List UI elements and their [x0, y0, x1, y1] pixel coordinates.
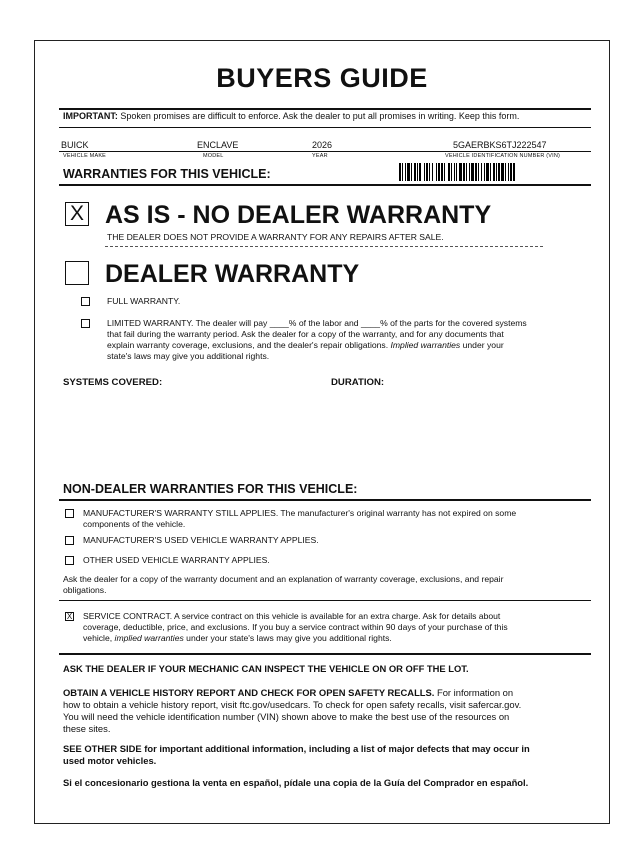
vehicle-vin-label: VEHICLE IDENTIFICATION NUMBER (VIN) [445, 153, 561, 159]
full-warranty-label: FULL WARRANTY. [107, 296, 181, 306]
divider [59, 184, 591, 186]
vehicle-make: BUICK [61, 140, 89, 150]
service-contract-checkbox[interactable]: X [66, 612, 73, 621]
page-title: BUYERS GUIDE [216, 63, 428, 93]
as-is-heading: AS IS - NO DEALER WARRANTY [105, 201, 492, 229]
important-label: IMPORTANT: [63, 111, 118, 121]
as-is-checkbox[interactable]: X [65, 202, 89, 226]
manufacturer-warranty-checkbox[interactable] [65, 509, 74, 518]
warranties-heading: WARRANTIES FOR THIS VEHICLE: [63, 167, 271, 181]
divider [59, 600, 591, 601]
limited-warranty-line: that fail during the warranty period. Ask the dealer for a copy of the warranty, and for any documents that [107, 329, 504, 339]
spanish-notice: Si el concesionario gestiona la venta en español, pídale una copia de la Guía del Comprador en español. [63, 777, 529, 788]
limited-warranty-line: state's laws may give you additional rights. [107, 351, 270, 361]
limited-warranty-line: LIMITED WARRANTY. The dealer will pay ____% of the labor and ____% of the parts for the covered systems [107, 318, 527, 328]
buyers-guide-form [34, 40, 610, 824]
mechanic-inspection-notice: ASK THE DEALER IF YOUR MECHANIC CAN INSPECT THE VEHICLE ON OR OFF THE LOT. [63, 663, 469, 674]
ask-dealer-text: Ask the dealer for a copy of the warranty document and an explanation of warranty coverage, exclusions, and repair obligations. [63, 574, 504, 595]
used-vehicle-warranty-label: MANUFACTURER'S USED VEHICLE WARRANTY APPLIES. [83, 535, 319, 545]
divider [59, 151, 591, 152]
limited-warranty-checkbox[interactable] [81, 319, 90, 328]
systems-covered-label: SYSTEMS COVERED: [63, 377, 163, 388]
divider [59, 108, 591, 110]
limited-warranty-text [107, 318, 587, 362]
non-dealer-heading: NON-DEALER WARRANTIES FOR THIS VEHICLE: [63, 482, 358, 496]
vehicle-year: 2026 [312, 140, 333, 150]
other-warranty-checkbox[interactable] [65, 556, 74, 565]
vehicle-make-label: VEHICLE MAKE [63, 153, 107, 159]
divider [59, 653, 591, 655]
dealer-warranty-heading: DEALER WARRANTY [105, 260, 360, 288]
limited-warranty-line: explain warranty coverage, exclusions, and the dealer's repair obligations. Implied warranties under your [107, 340, 504, 350]
dashed-separator [105, 246, 543, 247]
vehicle-model: ENCLAVE [197, 140, 239, 150]
divider [59, 127, 591, 128]
divider [59, 499, 591, 501]
important-text: Spoken promises are difficult to enforce. Ask the dealer to put all promises in writing. Keep this form. [120, 111, 520, 121]
vehicle-vin: 5GAERBKS6TJ222547 [453, 140, 547, 150]
other-warranty-label: OTHER USED VEHICLE WARRANTY APPLIES. [83, 555, 270, 565]
full-warranty-checkbox[interactable] [81, 297, 90, 306]
vehicle-year-label: YEAR [312, 153, 328, 159]
important-notice [63, 111, 519, 121]
service-contract-text: SERVICE CONTRACT. A service contract on this vehicle is available for an extra charge. Ask for details about coverage, deductible, price, and exclusions. If you buy a service contract within 90 days of your purchase of this vehicle, implied warranties under your state's laws may give you additional rights. [83, 611, 508, 643]
vin-barcode [399, 163, 591, 181]
vehicle-history-notice: OBTAIN A VEHICLE HISTORY REPORT AND CHECK FOR OPEN SAFETY RECALLS. For information on how to obtain a vehicle history report, visit ftc.gov/usedcars. To check for open safety recalls, visit safercar.gov. You will need the vehicle identification number (VIN) shown above to make the best use of the resources on these sites. [63, 687, 522, 734]
used-vehicle-warranty-checkbox[interactable] [65, 536, 74, 545]
duration-label: DURATION: [331, 377, 385, 388]
manufacturer-warranty-text: MANUFACTURER'S WARRANTY STILL APPLIES. The manufacturer's original warranty has not expired on some components of the vehicle. [83, 508, 517, 529]
as-is-text: THE DEALER DOES NOT PROVIDE A WARRANTY FOR ANY REPAIRS AFTER SALE. [107, 232, 444, 242]
see-other-side-notice: SEE OTHER SIDE for important additional information, including a list of major defects that may occur in used motor vehicles. [63, 743, 530, 766]
vehicle-model-label: MODEL [203, 153, 224, 159]
barcode-bar [515, 163, 516, 181]
dealer-warranty-checkbox[interactable] [65, 261, 89, 285]
